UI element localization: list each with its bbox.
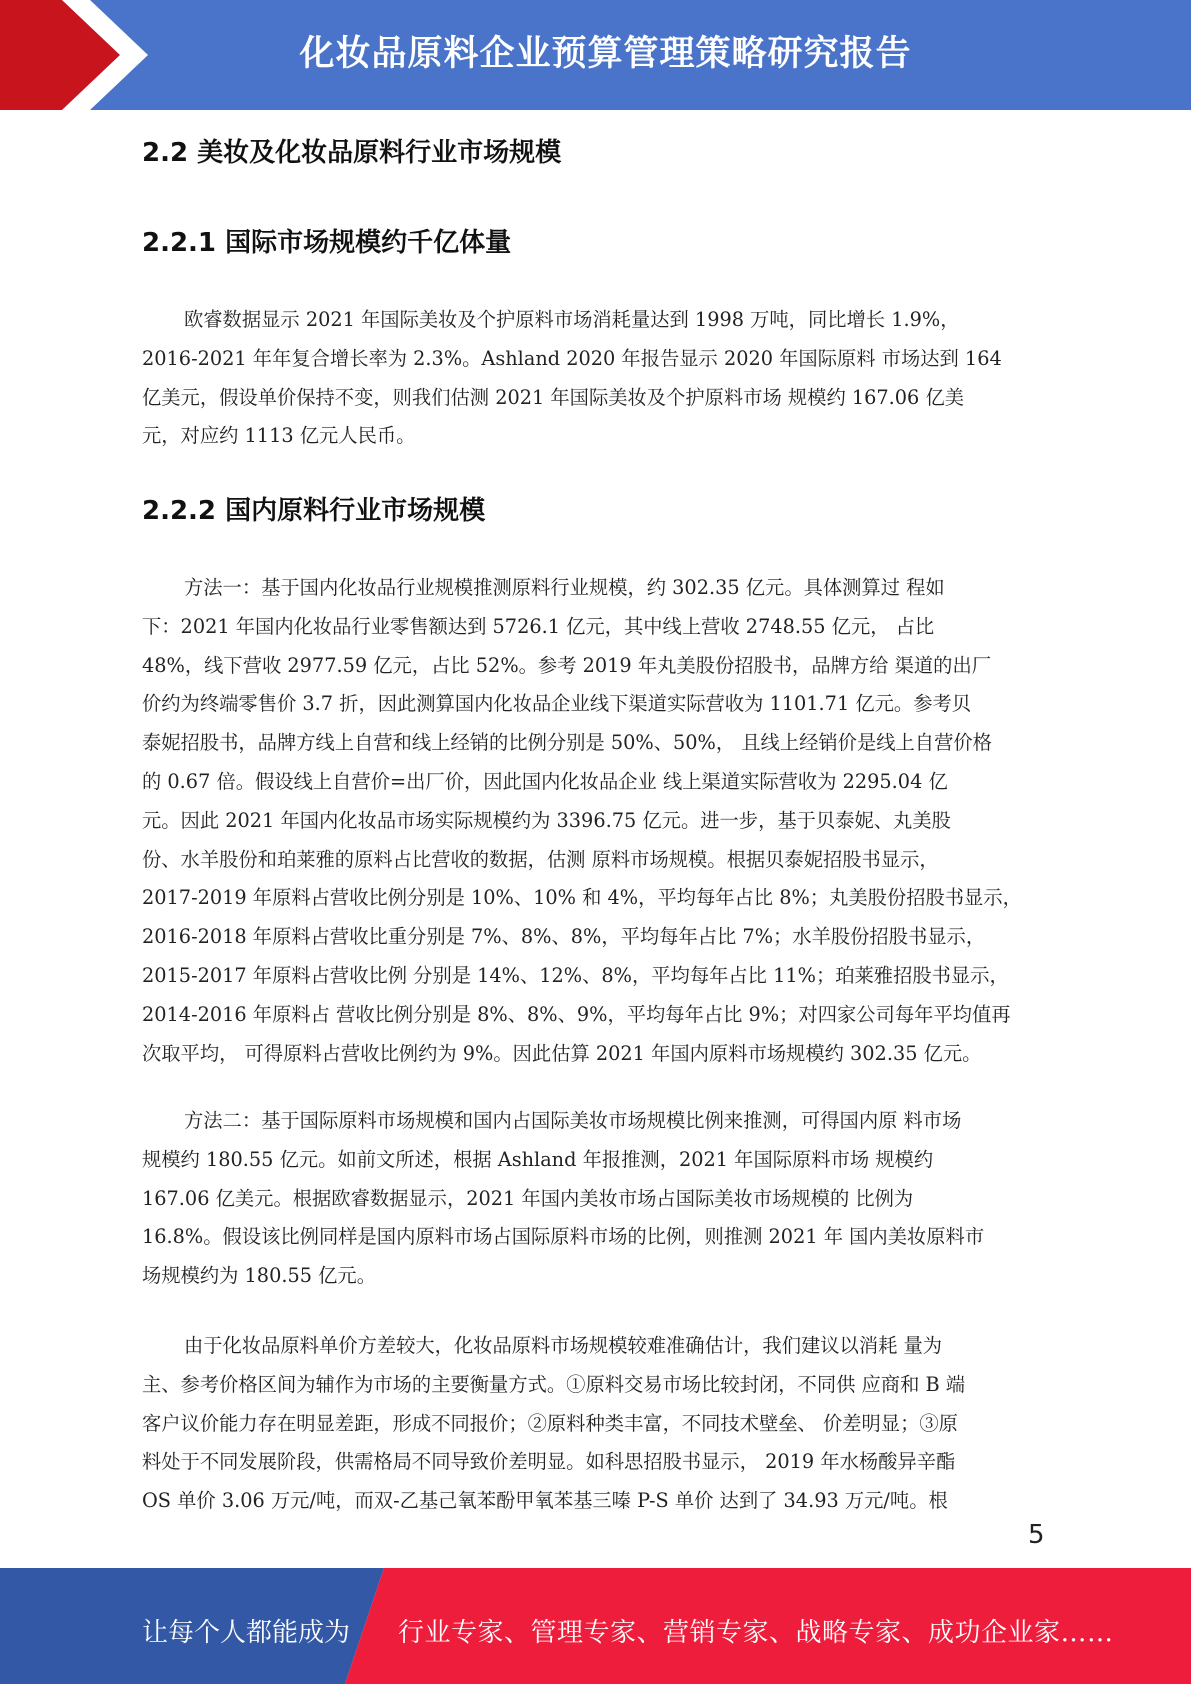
paragraph-method-two [142,1102,1047,1296]
section-heading-2-2-1: 2.2.1 国际市场规模约千亿体量 [142,228,512,258]
text-line: 价约为终端零售价 3.7 折，因此测算国内化妆品企业线下渠道实际营收为 1101.71 亿元。参考贝 [142,692,972,716]
text-line: 2016-2021 年年复合增长率为 2.3%。Ashland 2020 年报告显示 2020 年国际原料 市场达到 164 [142,346,1002,370]
text-line: 2016-2018 年原料占营收比重分别是 7%、8%、8%，平均每年占比 7%；水羊股份招股书显示， [142,925,986,949]
text-line: 元。因此 2021 年国内化妆品市场实际规模约为 3396.75 亿元。进一步，基于贝泰妮、丸美股 [142,808,951,832]
footer-slogan-right: 行业专家、管理专家、营销专家、战略专家、成功企业家…… [398,1618,1114,1648]
text-line: 由于化妆品原料单价方差较大，化妆品原料市场规模较难准确估计，我们建议以消耗 量为 [184,1334,943,1357]
page-number: 5 [1028,1520,1045,1550]
text-line: 欧睿数据显示 2021 年国际美妆及个护原料市场消耗量达到 1998 万吨，同比增长 1.9%， [184,308,960,331]
paragraph-method-one [142,569,1047,1073]
text-line: 元，对应约 1113 亿元人民币。 [142,424,416,448]
section-heading-2-2: 2.2 美妆及化妆品原料行业市场规模 [142,138,562,168]
paragraph-international-market [142,301,1047,456]
text-line: 次取平均， 可得原料占营收比例约为 9%。因此估算 2021 年国内原料市场规模约 302.35 亿元。 [142,1041,982,1065]
text-line: 48%，线下营收 2977.59 亿元，占比 52%。参考 2019 年丸美股份招股书，品牌方给 渠道的出厂 [142,653,992,677]
text-line: 场规模约为 180.55 亿元。 [142,1264,376,1288]
text-line: 方法一：基于国内化妆品行业规模推测原料行业规模，约 302.35 亿元。具体测算过 程如 [184,576,945,599]
text-line: 的 0.67 倍。假设线上自营价=出厂价，因此国内化妆品企业 线上渠道实际营收为 2295.04 亿 [142,769,948,793]
text-line: 167.06 亿美元。根据欧睿数据显示，2021 年国内美妆市场占国际美妆市场规模的 比例为 [142,1186,914,1210]
section-heading-2-2-2: 2.2.2 国内原料行业市场规模 [142,496,486,526]
text-line: 2015-2017 年原料占营收比例 分别是 14%、12%、8%，平均每年占比 11%；珀莱雅招股书显示， [142,963,1009,987]
text-line: 2014-2016 年原料占 营收比例分别是 8%、8%、9%，平均每年占比 9%；对四家公司每年平均值再 [142,1002,1011,1026]
text-line: 料处于不同发展阶段，供需格局不同导致价差明显。如科思招股书显示， 2019 年水杨酸异辛酯 [142,1450,956,1474]
text-line: 泰妮招股书，品牌方线上自营和线上经销的比例分别是 50%、50%， 且线上经销价是线上自营价格 [142,731,992,755]
footer-slogan-left: 让每个人都能成为 [142,1618,351,1648]
text-line: 规模约 180.55 亿元。如前文所述，根据 Ashland 年报推测，2021 年国际原料市场 规模约 [142,1147,934,1171]
text-line: OS 单价 3.06 万元/吨，而双-乙基己氧苯酚甲氧苯基三嗪 P-S 单价 达到了 34.93 万元/吨。根 [142,1489,948,1513]
text-line: 方法二：基于国际原料市场规模和国内占国际美妆市场规模比例来推测，可得国内原 料市场 [184,1109,962,1132]
paragraph-pricing-note [142,1327,1047,1521]
text-line: 客户议价能力存在明显差距，形成不同报价；②原料种类丰富，不同技术壁垒、 价差明显；③原 [142,1411,958,1435]
text-line: 亿美元，假设单价保持不变，则我们估测 2021 年国际美妆及个护原料市场 规模约 167.06 亿美 [142,385,965,409]
text-line: 2017-2019 年原料占营收比例分别是 10%、10% 和 4%，平均每年占比 8%；丸美股份招股书显示， [142,886,1022,910]
text-line: 下：2021 年国内化妆品行业零售额达到 5726.1 亿元，其中线上营收 2748.55 亿元， 占比 [142,614,935,638]
text-line: 份、水羊股份和珀莱雅的原料占比营收的数据，估测 原料市场规模。根据贝泰妮招股书显示， [142,847,939,871]
page-header [0,0,1191,110]
page-footer [0,1568,1191,1684]
text-line: 16.8%。假设该比例同样是国内原料市场占国际原料市场的比例，则推测 2021 年 国内美妆原料市 [142,1225,985,1249]
report-title: 化妆品原料企业预算管理策略研究报告 [299,34,912,74]
text-line: 主、参考价格区间为辅作为市场的主要衡量方式。①原料交易市场比较封闭，不同供 应商和 B 端 [142,1372,966,1396]
